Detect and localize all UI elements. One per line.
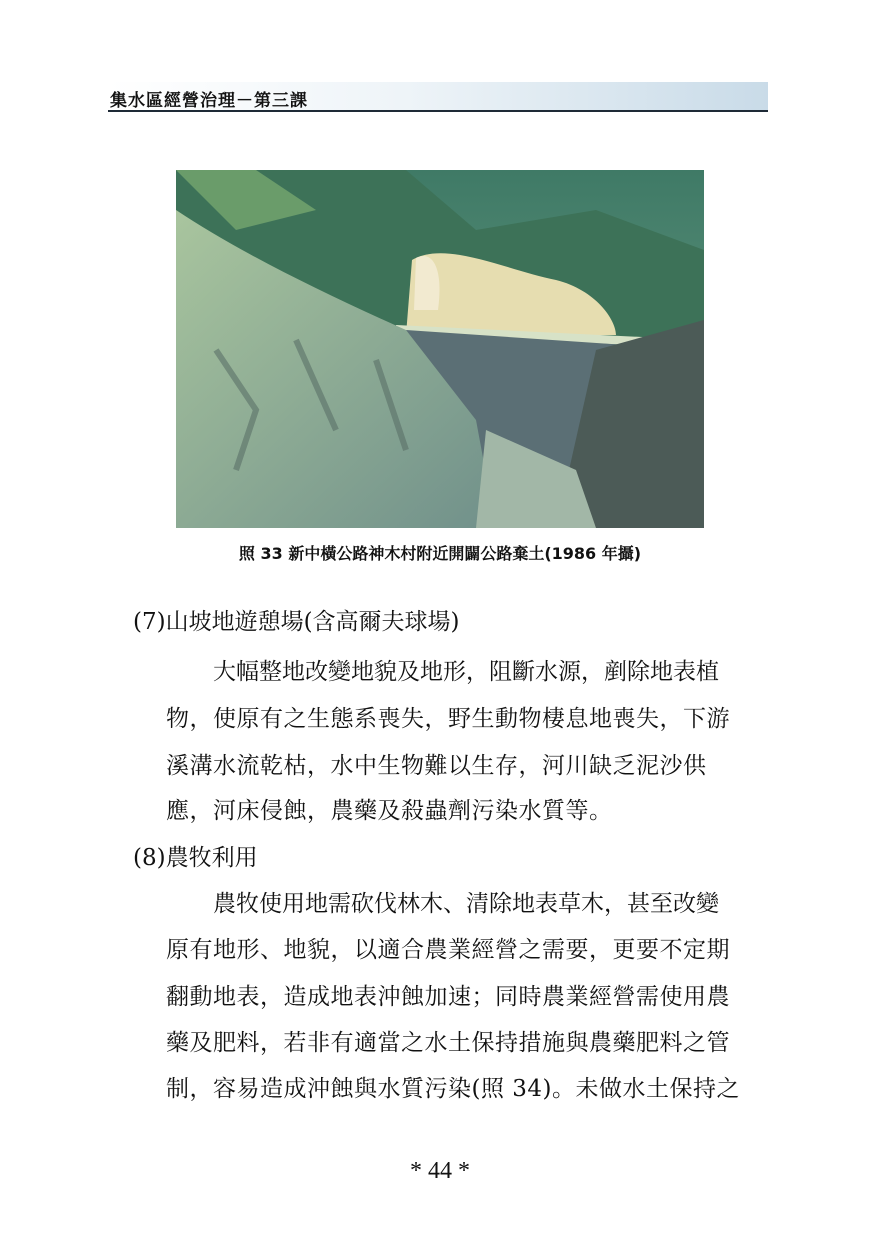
figure-caption: 照 33 新中橫公路神木村附近開闢公路棄土(1986 年攝) [238, 544, 642, 563]
running-header-title: 集水區經營治理－第三課 [110, 91, 308, 111]
section-7-line-2: 物，使原有之生態系喪失，野生動物棲息地喪失，下游 [166, 706, 730, 732]
page-number: * 44 * [410, 1158, 470, 1184]
section-8-line-5: 制，容易造成沖蝕與水質污染(照 34)。未做水土保持之 [166, 1076, 741, 1102]
section-7-line-1: 大幅整地改變地貌及地形，阻斷水源，剷除地表植 [213, 659, 719, 685]
section-7-heading: (7)山坡地遊憩場(含高爾夫球場) [133, 609, 460, 635]
section-7-line-4: 應，河床侵蝕，農藥及殺蟲劑污染水質等。 [166, 798, 613, 824]
section-8-heading: (8)農牧利用 [133, 845, 258, 871]
section-8-line-1: 農牧使用地需砍伐林木、清除地表草木，甚至改變 [213, 891, 719, 917]
section-7-line-3: 溪溝水流乾枯，水中生物難以生存，河川缺乏泥沙供 [166, 753, 707, 779]
section-8-line-4: 藥及肥料，若非有適當之水土保持措施與農藥肥料之管 [166, 1030, 730, 1056]
landslide-photo [176, 170, 704, 528]
section-8-line-3: 翻動地表，造成地表沖蝕加速；同時農業經營需使用農 [166, 984, 730, 1010]
section-8-line-2: 原有地形、地貌，以適合農業經營之需要，更要不定期 [166, 937, 730, 963]
